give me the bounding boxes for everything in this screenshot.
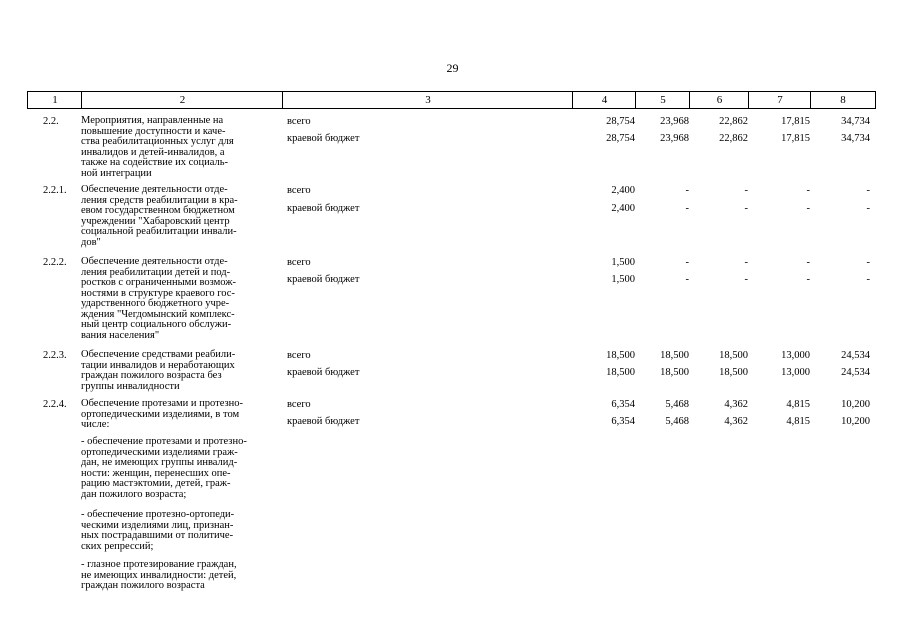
desc-line: числе:	[81, 419, 110, 430]
value-col-4: 6,354	[611, 399, 635, 410]
value-col-4: 2,400	[611, 203, 635, 214]
value-col-5: 23,968	[660, 133, 689, 144]
funding-label: краевой бюджет	[287, 367, 360, 378]
value-col-7: 4,815	[786, 416, 810, 427]
header-col-7: 7	[748, 91, 811, 109]
header-col-6: 6	[689, 91, 749, 109]
value-col-6: -	[744, 257, 748, 268]
subitem	[81, 437, 281, 500]
value-col-4: 18,500	[606, 350, 635, 361]
subitem-line: рацию мастэктомии, детей, граж-	[81, 478, 231, 489]
value-col-8: 10,200	[841, 416, 870, 427]
desc-line: ортопедическими изделиями, в том	[81, 408, 240, 420]
desc-line: Обеспечение деятельности отде-	[81, 184, 228, 195]
desc-line: ростков с ограниченными возмож-	[81, 277, 237, 288]
value-col-7: -	[806, 203, 810, 214]
row-number: 2.2.1.	[43, 185, 67, 196]
subitem-text	[81, 510, 281, 552]
value-col-6: 4,362	[724, 399, 748, 410]
header-col-8: 8	[810, 91, 876, 109]
row-number: 2.2.2.	[43, 257, 67, 268]
value-col-6: 22,862	[719, 116, 748, 127]
row-number: 2.2.4.	[43, 399, 67, 410]
table-header	[27, 91, 876, 109]
funding-label: всего	[287, 185, 311, 196]
subitem	[81, 560, 281, 592]
value-col-5: -	[685, 257, 689, 268]
value-col-6: 18,500	[719, 350, 748, 361]
value-col-5: 23,968	[660, 116, 689, 127]
value-col-4: 2,400	[611, 185, 635, 196]
desc-line: ления реабилитации детей и под-	[81, 266, 231, 278]
desc-line: ударственного бюджетного учре-	[81, 298, 230, 309]
desc-line: также на содействие их социаль-	[81, 157, 229, 168]
subitem-line: ности: женщин, перенесших опе-	[81, 467, 231, 479]
subitem-text	[81, 560, 281, 592]
desc-line: тации инвалидов и неработающих	[81, 359, 235, 371]
row-number: 2.2.	[43, 116, 59, 127]
row-description	[81, 257, 271, 341]
subitem-line: ческими изделиями лиц, признан-	[81, 519, 234, 531]
value-col-8: 10,200	[841, 399, 870, 410]
desc-line: Мероприятия, направленные на	[81, 115, 224, 126]
table-row	[27, 116, 876, 180]
value-col-8: -	[866, 203, 870, 214]
value-col-7: 4,815	[786, 399, 810, 410]
subitem-line: ных пострадавшими от политиче-	[81, 530, 234, 541]
value-col-8: 34,734	[841, 133, 870, 144]
header-col-4: 4	[572, 91, 636, 109]
desc-line: Обеспечение протезами и протезно-	[81, 398, 244, 409]
value-col-4: 28,754	[606, 133, 635, 144]
desc-line: дов"	[81, 236, 101, 248]
header-col-3: 3	[282, 91, 573, 109]
value-col-7: -	[806, 185, 810, 196]
subitem-line: граждан пожилого возраста	[81, 580, 205, 591]
funding-label: всего	[287, 116, 311, 127]
table-row	[27, 257, 876, 343]
subitem-line: дан пожилого возраста;	[81, 488, 187, 500]
value-col-4: 18,500	[606, 367, 635, 378]
row-description	[81, 185, 271, 248]
table-row	[27, 350, 876, 394]
desc-line: социальной реабилитации инвали-	[81, 226, 237, 237]
header-col-2: 2	[81, 91, 283, 109]
value-col-8: 34,734	[841, 116, 870, 127]
funding-label: всего	[287, 350, 311, 361]
desc-line: учреждении "Хабаровский центр	[81, 215, 230, 227]
value-col-6: -	[744, 185, 748, 196]
desc-line: группы инвалидности	[81, 380, 180, 392]
subitem-line: не имеющих инвалидности: детей,	[81, 569, 237, 581]
value-col-5: 5,468	[665, 416, 689, 427]
row-description	[81, 116, 271, 179]
value-col-4: 1,500	[611, 274, 635, 285]
subitem-text	[81, 437, 281, 500]
value-col-4: 28,754	[606, 116, 635, 127]
desc-line: Обеспечение средствами реабили-	[81, 349, 236, 360]
value-col-7: 13,000	[781, 350, 810, 361]
value-col-7: -	[806, 274, 810, 285]
value-col-8: 24,534	[841, 350, 870, 361]
desc-line: Обеспечение деятельности отде-	[81, 256, 228, 267]
value-col-5: -	[685, 274, 689, 285]
funding-label: краевой бюджет	[287, 203, 360, 214]
desc-line: повышение доступности и каче-	[81, 125, 226, 137]
value-col-8: -	[866, 257, 870, 268]
subitem-line: дан, не имеющих группы инвалид-	[81, 457, 238, 468]
table-row	[27, 185, 876, 249]
row-description	[81, 350, 271, 392]
value-col-7: 13,000	[781, 367, 810, 378]
subitem-line: ортопедическими изделиями граж-	[81, 446, 238, 458]
value-col-6: -	[744, 203, 748, 214]
desc-line: инвалидов и детей-инвалидов, а	[81, 146, 225, 158]
funding-label: всего	[287, 399, 311, 410]
subitem-line: - глазное протезирование граждан,	[81, 559, 237, 570]
value-col-8: 24,534	[841, 367, 870, 378]
desc-line: вания населения"	[81, 329, 160, 341]
header-col-5: 5	[635, 91, 690, 109]
value-col-5: -	[685, 203, 689, 214]
value-col-6: -	[744, 274, 748, 285]
funding-label: всего	[287, 257, 311, 268]
desc-line: ления средств реабилитации в кра-	[81, 194, 238, 206]
subitem-line: - обеспечение протезами и протезно-	[81, 436, 247, 447]
value-col-4: 6,354	[611, 416, 635, 427]
page-number: 29	[446, 61, 459, 75]
desc-line: ностями в структуре краевого гос-	[81, 287, 235, 299]
row-number: 2.2.3.	[43, 350, 67, 361]
subitem-line: - обеспечение протезно-ортопеди-	[81, 509, 235, 520]
value-col-6: 18,500	[719, 367, 748, 378]
subitem-line: ских репрессий;	[81, 540, 154, 552]
value-col-7: 17,815	[781, 116, 810, 127]
value-col-6: 22,862	[719, 133, 748, 144]
desc-line: евом государственном бюджетном	[81, 205, 235, 216]
desc-line: ства реабилитационных услуг для	[81, 136, 234, 147]
row-description	[81, 399, 271, 431]
funding-label: краевой бюджет	[287, 416, 360, 427]
table-row	[27, 399, 876, 599]
header-col-1: 1	[27, 91, 82, 109]
desc-line: ждения "Чегдомынский комплекс-	[81, 308, 235, 320]
value-col-8: -	[866, 274, 870, 285]
funding-label: краевой бюджет	[287, 133, 360, 144]
value-col-6: 4,362	[724, 416, 748, 427]
desc-line: ный центр социального обслужи-	[81, 319, 232, 330]
value-col-5: 18,500	[660, 350, 689, 361]
value-col-4: 1,500	[611, 257, 635, 268]
value-col-8: -	[866, 185, 870, 196]
value-col-7: -	[806, 257, 810, 268]
value-col-5: 5,468	[665, 399, 689, 410]
value-col-5: -	[685, 185, 689, 196]
value-col-7: 17,815	[781, 133, 810, 144]
desc-line: ной интеграции	[81, 167, 152, 179]
funding-label: краевой бюджет	[287, 274, 360, 285]
desc-line: граждан пожилого возраста без	[81, 370, 222, 381]
value-col-5: 18,500	[660, 367, 689, 378]
subitem	[81, 510, 281, 552]
